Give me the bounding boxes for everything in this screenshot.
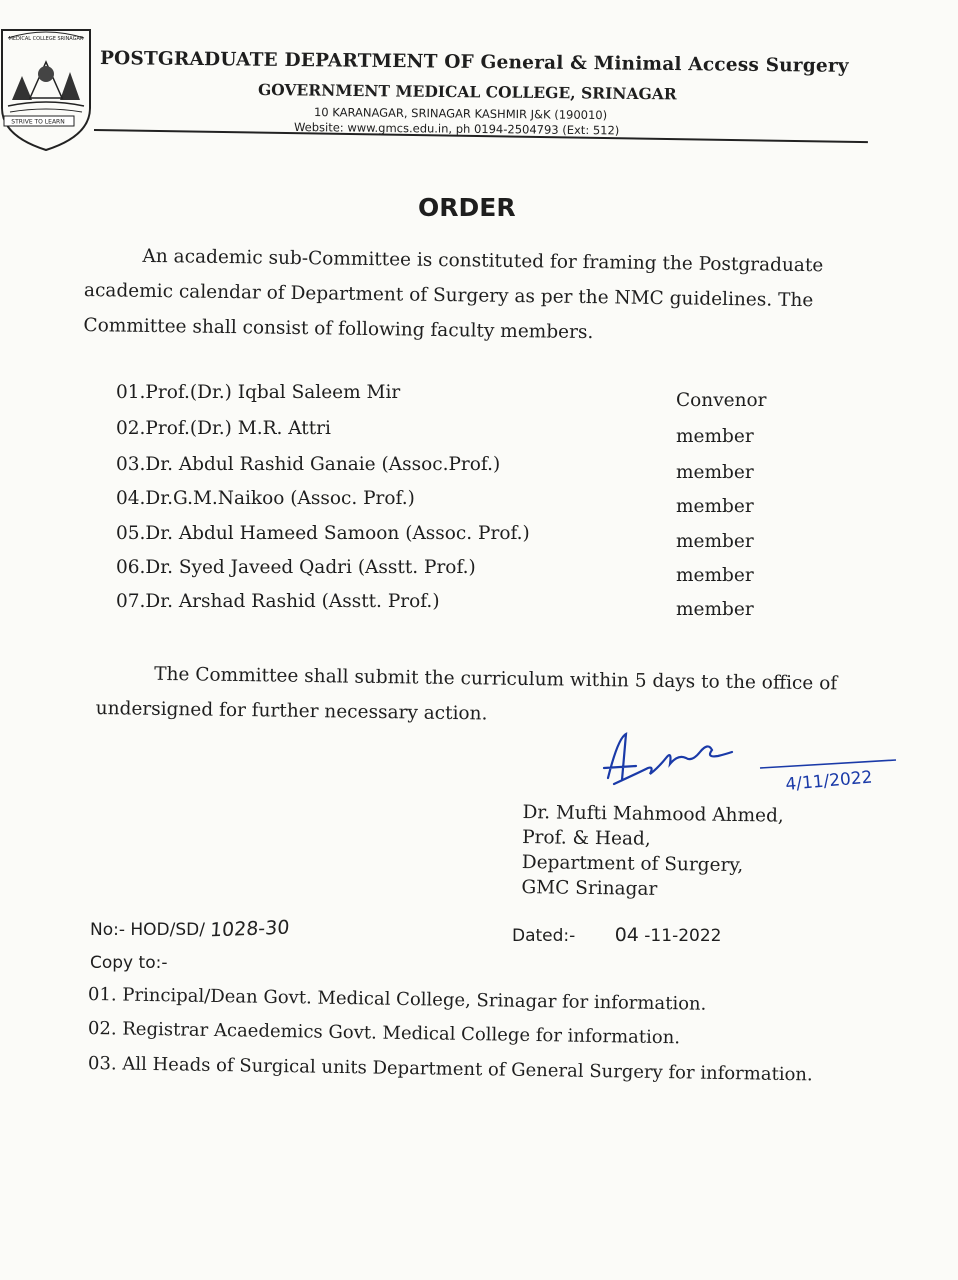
member-role: member [676,462,754,483]
closing-paragraph [96,656,838,736]
member-name: 07.Dr. Arshad Rashid (Asstt. Prof.) [116,591,440,612]
closing-line: The Committee shall submit the curriculum within 5 days to the office of [154,663,838,695]
copy-to-label: Copy to:- [90,953,168,973]
copy-to-item: 02. Registrar Acaedemics Govt. Medical College for information. [87,1018,681,1049]
member-name: 01.Prof.(Dr.) Iqbal Saleem Mir [116,382,401,403]
intro-line: An academic sub-Committee is constituted for framing the Postgraduate [142,245,824,277]
handwritten-reference-number: 1028-30 [209,916,291,942]
member-role: member [676,599,754,620]
intro-paragraph [83,238,823,353]
svg-text:STRIVE TO LEARN: STRIVE TO LEARN [11,118,65,126]
copy-to-item: 01. Principal/Dean Govt. Medical College, Srinagar for information. [87,984,707,1015]
member-row [116,488,786,518]
closing-line: undersigned for further necessary action. [95,697,488,725]
member-name: 04.Dr.G.M.Naikoo (Assoc. Prof.) [116,488,415,509]
signatory-department: Department of Surgery, [521,851,744,877]
signatory-block [521,800,784,904]
signatory-name: Dr. Mufti Mahmood Ahmed, [522,802,784,827]
order-date [512,924,721,946]
college-address: 10 KARANAGAR, SRINAGAR KASHMIR J&K (190010) [313,105,608,123]
member-role: member [676,496,754,517]
member-row [116,418,786,448]
reference-number [90,918,290,940]
handwritten-signature [600,728,900,808]
svg-text:MEDICAL COLLEGE SRINAGAR: MEDICAL COLLEGE SRINAGAR [8,36,84,42]
dated-label: Dated:- [512,926,576,946]
member-row [116,454,786,484]
member-name: 02.Prof.(Dr.) M.R. Attri [116,418,331,439]
member-role: member [676,531,754,552]
college-name: GOVERNMENT MEDICAL COLLEGE, SRINAGAR [257,80,677,104]
college-emblem-logo [0,28,92,152]
member-role: Convenor [676,390,767,411]
order-heading: ORDER [418,193,516,222]
intro-line: Committee shall consist of following faculty members. [83,314,594,344]
signatory-institution: GMC Srinagar [521,876,658,900]
member-row [116,382,786,412]
member-row [116,591,786,621]
intro-line: academic calendar of Department of Surgery as per the NMC guidelines. The [83,280,814,312]
member-role: member [676,426,754,447]
svg-text:4/11/2022: 4/11/2022 [784,767,874,795]
department-title: POSTGRADUATE DEPARTMENT OF General & Minimal Access Surgery [99,48,849,77]
member-name: 06.Dr. Syed Javeed Qadri (Asstt. Prof.) [116,557,476,578]
member-row [116,557,786,587]
handwritten-day: 04 [614,924,639,946]
member-name: 03.Dr. Abdul Rashid Ganaie (Assoc.Prof.) [116,454,501,475]
copy-to-item: 03. All Heads of Surgical units Department of General Surgery for information. [87,1053,813,1086]
member-name: 05.Dr. Abdul Hameed Samoon (Assoc. Prof.) [116,523,530,544]
college-contact: Website: www.gmcs.edu.in, ph 0194-2504793 (Ext: 512) [293,120,620,138]
date-rest: -11-2022 [644,926,722,946]
member-row [116,523,786,553]
signatory-designation: Prof. & Head, [522,827,651,850]
reference-prefix: No:- HOD/SD/ [90,920,205,940]
member-role: member [676,565,754,586]
